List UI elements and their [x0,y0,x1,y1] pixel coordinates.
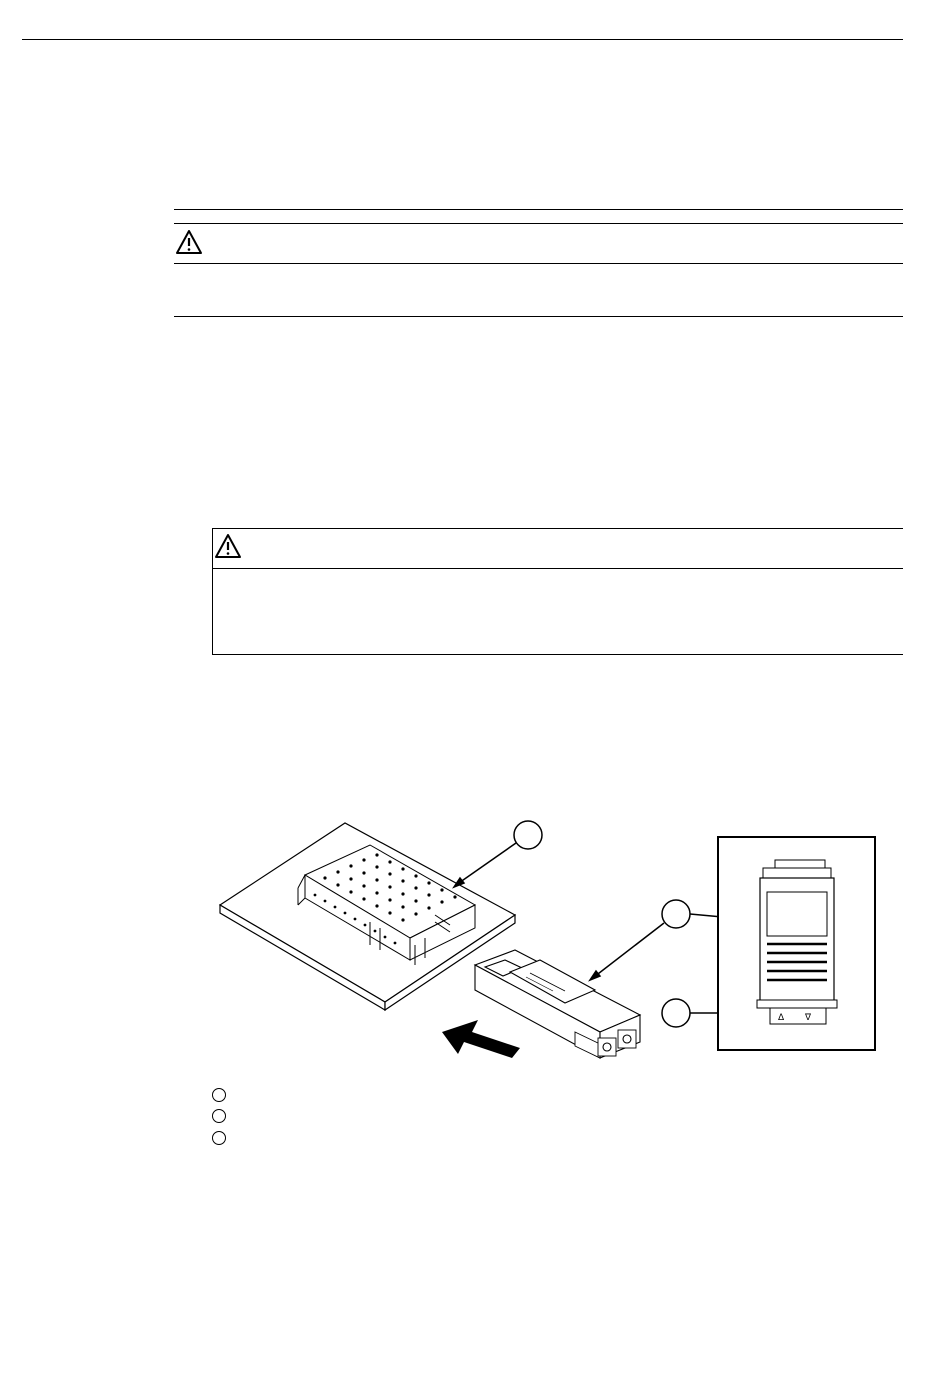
legend-marker-1 [212,1088,226,1102]
legend-marker-2 [212,1109,226,1123]
inset-down-mark: ∇ [805,1013,812,1023]
inset-front-view [718,837,875,1050]
header-rule [22,39,903,40]
warning-triangle-icon [175,229,203,255]
legend-marker-3 [212,1131,226,1145]
callout-3 [662,999,690,1027]
caution-box-1-second-rule [174,223,903,224]
warning-triangle-icon [214,533,242,559]
callout-2 [590,900,690,980]
caution-box-1-bottom-rule [174,316,903,317]
caution-box-2-bottom-rule [212,654,903,655]
inset-up-mark: Δ [778,1013,785,1023]
gbic-installation-figure [210,810,890,1060]
caution-box-2-mid-rule [212,568,903,569]
caution-box-2-left-rule [212,528,213,654]
caution-box-1-top-rule [174,209,903,210]
insertion-arrow [442,1020,520,1058]
callout-1 [454,821,542,887]
caution-box-2-top-rule [212,528,903,529]
caution-box-1-mid-rule [174,263,903,264]
